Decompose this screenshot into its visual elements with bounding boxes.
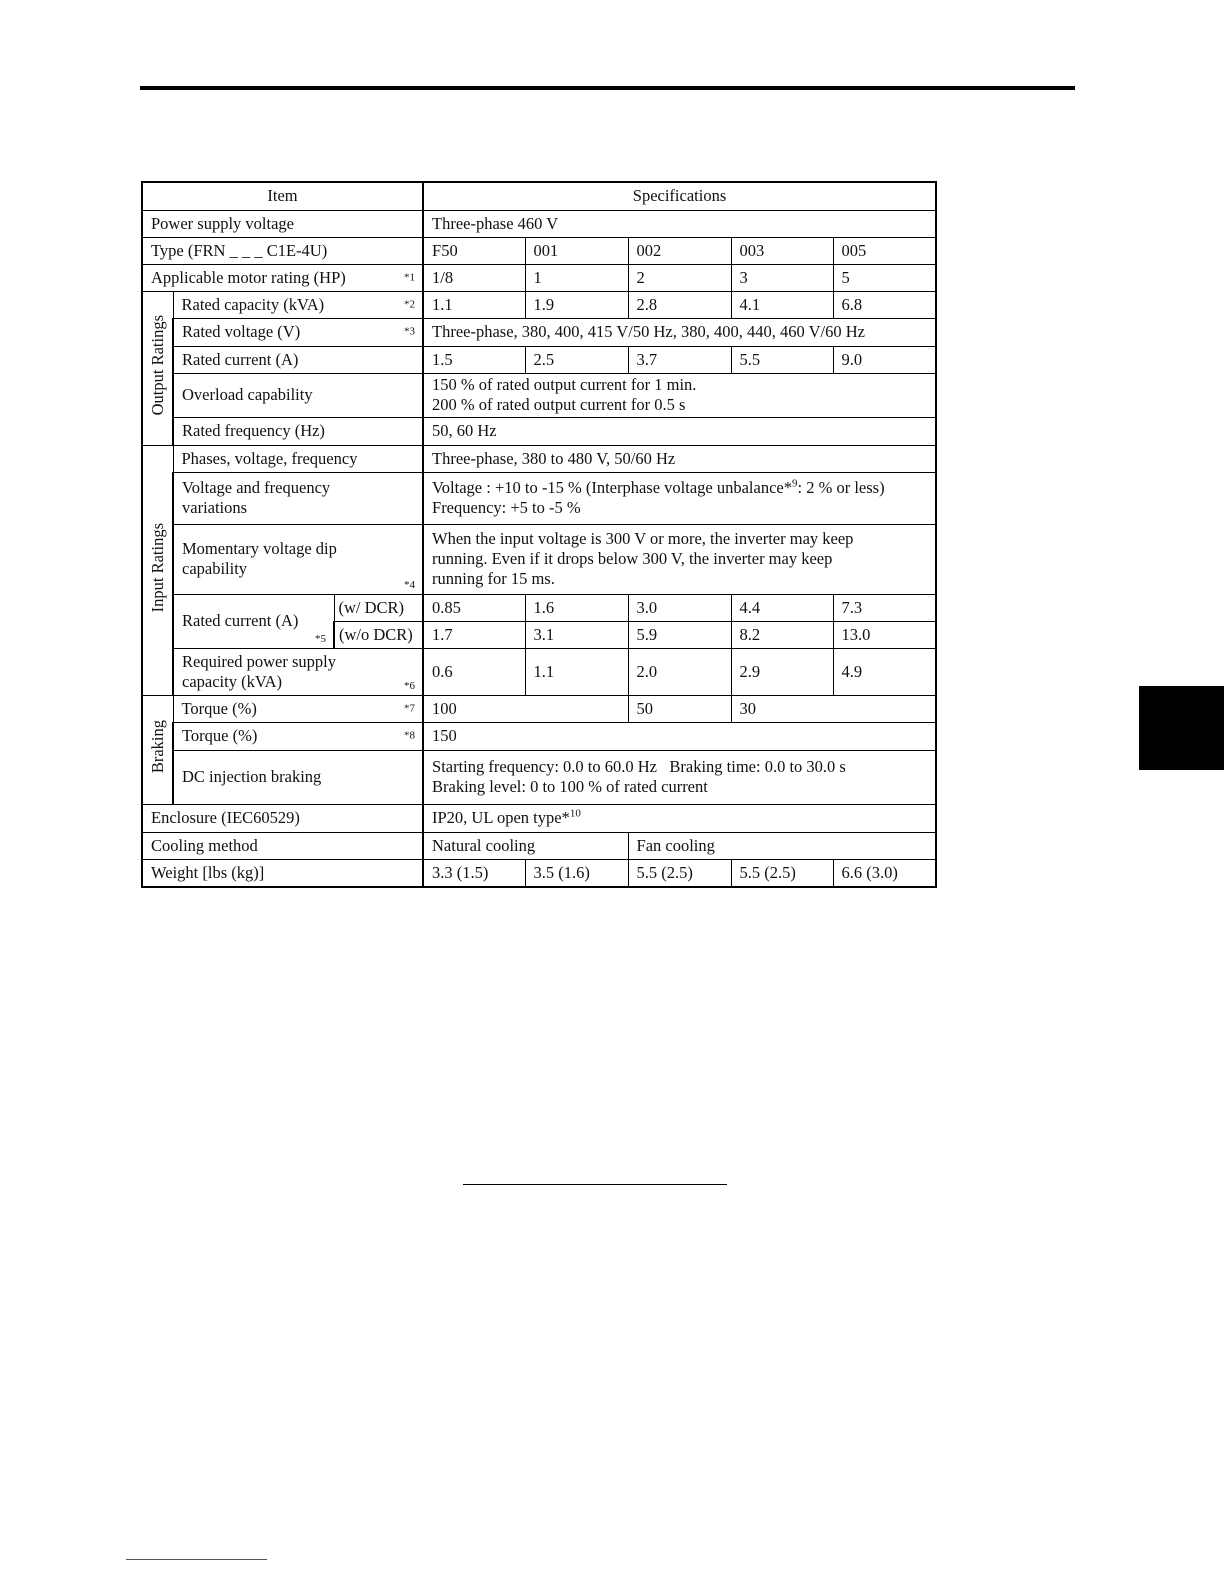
phases-row (142, 445, 936, 472)
voltage-dip-label-line: capability (182, 559, 248, 578)
phases-value: Three-phase, 380 to 480 V, 50/60 Hz (423, 445, 936, 472)
power-supply-capacity-label (173, 648, 423, 695)
type-label: Type (FRN _ _ _ C1E-4U) (142, 237, 423, 264)
cooling-value: Fan cooling (628, 832, 936, 859)
braking-torque-label (173, 695, 423, 722)
input-current-text: Rated current (A) (182, 611, 299, 630)
power-supply-capacity-value: 0.6 (423, 648, 525, 695)
frequency-variation-line: Frequency: +5 to -5 % (432, 498, 581, 517)
rated-capacity-value: 6.8 (833, 291, 936, 318)
footnote-marker: *6 (404, 679, 416, 692)
rated-capacity-value: 1.9 (525, 291, 628, 318)
type-value: 005 (833, 237, 936, 264)
enclosure-text: IP20, UL open type* (432, 808, 570, 827)
rated-capacity-value: 4.1 (731, 291, 833, 318)
overload-label: Overload capability (173, 373, 423, 417)
braking-group (142, 695, 173, 804)
voltage-dip-row (142, 524, 936, 594)
braking-torque-value: 150 (423, 722, 936, 750)
rated-current-label: Rated current (A) (173, 346, 423, 373)
type-row (142, 237, 936, 264)
without-dcr-label: (w/o DCR) (334, 621, 423, 648)
power-supply-capacity-line: capacity (kVA) (182, 671, 283, 691)
input-ratings-label: Input Ratings (147, 522, 167, 613)
rated-frequency-label: Rated frequency (Hz) (173, 417, 423, 445)
with-dcr-value: 0.85 (423, 594, 525, 621)
specifications-table (141, 181, 937, 888)
motor-rating-value: 3 (731, 264, 833, 291)
braking-label: Braking (147, 720, 167, 774)
braking-torque-row (142, 695, 936, 722)
motor-rating-label (142, 264, 423, 291)
power-supply-capacity-value: 2.9 (731, 648, 833, 695)
without-dcr-value: 1.7 (423, 621, 525, 648)
overload-line: 200 % of rated output current for 0.5 s (432, 395, 686, 414)
power-supply-row (142, 210, 936, 237)
variations-label (173, 472, 423, 524)
rated-frequency-value: 50, 60 Hz (423, 417, 936, 445)
weight-row (142, 859, 936, 887)
voltage-dip-label-line: Momentary voltage dip (182, 539, 337, 558)
input-ratings-group (142, 445, 173, 695)
chapter-tab (1139, 686, 1224, 770)
weight-value: 5.5 (2.5) (628, 859, 731, 887)
rated-current-value: 3.7 (628, 346, 731, 373)
power-supply-capacity-value: 2.0 (628, 648, 731, 695)
output-ratings-group (142, 291, 173, 445)
rated-current-value: 1.5 (423, 346, 525, 373)
variations-label-line: Voltage and frequency (182, 478, 331, 497)
dc-braking-label: DC injection braking (173, 750, 423, 804)
with-dcr-value: 7.3 (833, 594, 936, 621)
dc-braking-line: Braking level: 0 to 100 % of rated current (432, 777, 708, 796)
braking-torque-label (173, 722, 423, 750)
motor-rating-value: 1 (525, 264, 628, 291)
rated-current-value: 2.5 (525, 346, 628, 373)
voltage-dip-line: running. Even if it drops below 300 V, the inverter may keep (432, 549, 833, 568)
rated-capacity-value: 1.1 (423, 291, 525, 318)
motor-rating-value: 5 (833, 264, 936, 291)
cooling-row (142, 832, 936, 859)
braking-torque-value: 100 (423, 695, 628, 722)
footnote-marker: *8 (404, 729, 416, 742)
weight-value: 3.3 (1.5) (423, 859, 525, 887)
braking-torque-text: Torque (%) (182, 726, 258, 745)
output-voltage-row (142, 318, 936, 346)
footer-rule (126, 1559, 267, 1560)
variations-label-line: variations (182, 498, 248, 517)
power-supply-capacity-row (142, 648, 936, 695)
power-supply-capacity-line: Required power supply (182, 651, 336, 671)
voltage-dip-value (423, 524, 936, 594)
rated-voltage-value: Three-phase, 380, 400, 415 V/50 Hz, 380, 400, 440, 460 V/60 Hz (423, 318, 936, 346)
type-value: F50 (423, 237, 525, 264)
type-value: 001 (525, 237, 628, 264)
input-current-label (173, 594, 334, 648)
voltage-dip-label (173, 524, 423, 594)
footnote-marker: 9 (792, 477, 798, 490)
type-value: 002 (628, 237, 731, 264)
footnote-marker: *5 (315, 632, 326, 645)
motor-rating-row (142, 264, 936, 291)
power-supply-capacity-value: 4.9 (833, 648, 936, 695)
rated-voltage-label (173, 318, 423, 346)
variations-value (423, 472, 936, 524)
rated-frequency-row (142, 417, 936, 445)
footnote-marker: *2 (404, 298, 416, 310)
footnote-marker: *1 (404, 271, 416, 283)
with-dcr-value: 3.0 (628, 594, 731, 621)
header-rule (140, 86, 1075, 90)
motor-rating-value: 1/8 (423, 264, 525, 291)
cooling-value: Natural cooling (423, 832, 628, 859)
braking-torque-text: Torque (%) (181, 698, 257, 718)
voltage-variation-line (432, 478, 927, 498)
rated-capacity-label (173, 291, 423, 318)
item-header: Item (142, 182, 423, 210)
power-supply-capacity-value: 1.1 (525, 648, 628, 695)
footnote-rule (463, 1184, 727, 1185)
voltage-variation-tail: : 2 % or less) (797, 478, 885, 497)
enclosure-row (142, 804, 936, 832)
rated-voltage-text: Rated voltage (V) (182, 322, 301, 341)
enclosure-label: Enclosure (IEC60529) (142, 804, 423, 832)
with-dcr-value: 1.6 (525, 594, 628, 621)
without-dcr-value: 13.0 (833, 621, 936, 648)
cooling-label: Cooling method (142, 832, 423, 859)
variations-row (142, 472, 936, 524)
voltage-variation-text: Voltage : +10 to -15 % (Interphase voltage unbalance* (432, 478, 792, 497)
phases-label: Phases, voltage, frequency (173, 445, 423, 472)
braking-torque-value: 30 (731, 695, 936, 722)
footnote-marker: *4 (404, 578, 416, 591)
without-dcr-value: 5.9 (628, 621, 731, 648)
overload-line: 150 % of rated output current for 1 min. (432, 375, 697, 394)
weight-label: Weight [lbs (kg)] (142, 859, 423, 887)
overload-value (423, 373, 936, 417)
motor-rating-value: 2 (628, 264, 731, 291)
voltage-dip-line: running for 15 ms. (432, 569, 555, 588)
footnote-marker: 10 (569, 807, 581, 820)
braking-torque-value: 50 (628, 695, 731, 722)
output-ratings-label: Output Ratings (147, 315, 167, 416)
output-capacity-row (142, 291, 936, 318)
dc-braking-value (423, 750, 936, 804)
input-current-dcr-row (142, 594, 936, 621)
power-supply-value: Three-phase 460 V (423, 210, 936, 237)
specifications-header: Specifications (423, 182, 936, 210)
dc-braking-line: Starting frequency: 0.0 to 60.0 Hz Braking time: 0.0 to 30.0 s (432, 757, 846, 776)
rated-capacity-text: Rated capacity (kVA) (181, 294, 325, 314)
weight-value: 5.5 (2.5) (731, 859, 833, 887)
output-current-row (142, 346, 936, 373)
enclosure-value (423, 804, 936, 832)
power-supply-label: Power supply voltage (142, 210, 423, 237)
dc-braking-row (142, 750, 936, 804)
rated-capacity-value: 2.8 (628, 291, 731, 318)
overload-row (142, 373, 936, 417)
with-dcr-value: 4.4 (731, 594, 833, 621)
rated-current-value: 9.0 (833, 346, 936, 373)
header-row (142, 182, 936, 210)
with-dcr-label: (w/ DCR) (334, 594, 423, 621)
braking-torque-row (142, 722, 936, 750)
motor-rating-text: Applicable motor rating (HP) (151, 267, 346, 287)
weight-value: 6.6 (3.0) (833, 859, 936, 887)
rated-current-value: 5.5 (731, 346, 833, 373)
voltage-dip-line: When the input voltage is 300 V or more, the inverter may keep (432, 529, 854, 548)
without-dcr-value: 8.2 (731, 621, 833, 648)
without-dcr-value: 3.1 (525, 621, 628, 648)
type-value: 003 (731, 237, 833, 264)
footnote-marker: *7 (404, 702, 416, 714)
weight-value: 3.5 (1.6) (525, 859, 628, 887)
footnote-marker: *3 (404, 325, 416, 338)
